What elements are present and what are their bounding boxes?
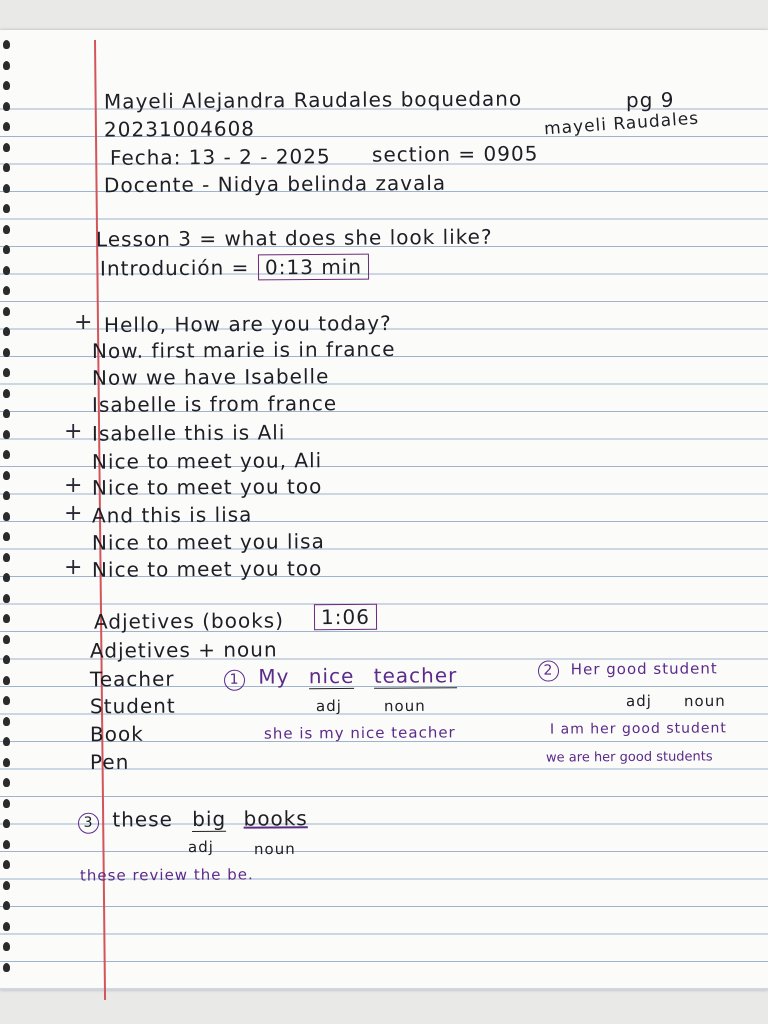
hole bbox=[3, 327, 10, 336]
hole bbox=[3, 553, 10, 562]
hole bbox=[3, 655, 10, 664]
adjectives-time: 1:06 bbox=[314, 604, 377, 630]
hole bbox=[3, 737, 10, 746]
student-name: Mayeli Alejandra Raudales boquedano bbox=[103, 86, 523, 114]
example-3-adj-label: adj bbox=[187, 837, 214, 857]
hole bbox=[3, 225, 10, 234]
page-number: pg 9 bbox=[625, 87, 675, 113]
dialogue-text: Hello, How are you today? bbox=[103, 310, 392, 338]
hole bbox=[3, 450, 10, 459]
hole bbox=[3, 122, 10, 131]
student-id: 20231004608 bbox=[103, 116, 256, 142]
plus-marker: + bbox=[64, 473, 83, 498]
hole bbox=[3, 963, 10, 972]
dialogue-text: Nice to meet you too bbox=[91, 474, 323, 500]
intro-label: Introdución = bbox=[99, 255, 250, 281]
hole bbox=[3, 143, 10, 152]
hole bbox=[3, 81, 10, 90]
dialogue-text: Now we have Isabelle bbox=[91, 364, 330, 390]
example-1-noun: teacher bbox=[373, 663, 458, 688]
dialogue-text: Isabelle is from france bbox=[91, 391, 338, 417]
hole bbox=[3, 696, 10, 705]
example-2-phrase: Her good student bbox=[570, 659, 718, 679]
hole bbox=[3, 286, 10, 295]
example-3-adj: big bbox=[192, 806, 227, 832]
adjectives-title: Adjetives (books) bbox=[93, 608, 285, 634]
hole bbox=[3, 881, 10, 890]
example-3-number: 3 bbox=[78, 813, 99, 834]
dialogue-text: Isabelle this is Ali bbox=[91, 420, 286, 446]
intro-time: 0:13 min bbox=[258, 254, 369, 281]
word-teacher: Teacher bbox=[89, 666, 175, 692]
hole bbox=[3, 184, 10, 193]
hole bbox=[3, 471, 10, 480]
dialogue-text: Nice to meet you lisa bbox=[91, 529, 325, 555]
example-3-word-a: these bbox=[112, 807, 173, 832]
hole bbox=[3, 40, 10, 49]
word-book: Book bbox=[89, 721, 144, 747]
hole bbox=[3, 942, 10, 951]
hole bbox=[3, 389, 10, 398]
hole bbox=[3, 266, 10, 275]
section: section = 0905 bbox=[371, 141, 539, 167]
date: Fecha: 13 - 2 - 2025 bbox=[109, 144, 331, 170]
plus-marker: + bbox=[64, 419, 83, 444]
hole bbox=[3, 307, 10, 316]
hole bbox=[3, 163, 10, 172]
hole bbox=[3, 348, 10, 357]
hole bbox=[3, 901, 10, 910]
hole bbox=[3, 573, 10, 582]
example-2-sentence-2: we are her good students bbox=[545, 749, 713, 766]
example-2-sentence-1: I am her good student bbox=[549, 720, 727, 738]
word-pen: Pen bbox=[89, 749, 130, 775]
plus-marker: + bbox=[64, 555, 83, 580]
hole bbox=[3, 758, 10, 767]
hole bbox=[3, 860, 10, 869]
hole bbox=[3, 614, 10, 623]
example-1-number: 1 bbox=[224, 670, 245, 691]
hole bbox=[3, 245, 10, 254]
plus-marker: + bbox=[74, 310, 93, 335]
hole bbox=[3, 61, 10, 70]
example-2-adj-label: adj bbox=[625, 691, 652, 711]
spiral-holes bbox=[0, 40, 14, 1000]
hole bbox=[3, 799, 10, 808]
dialogue-text: Nice to meet you too bbox=[91, 556, 323, 582]
hole bbox=[3, 532, 10, 541]
hole bbox=[3, 717, 10, 726]
word-student: Student bbox=[89, 693, 176, 719]
example-3 bbox=[78, 806, 308, 834]
hole bbox=[3, 368, 10, 377]
adjectives-rule: Adjetives + noun bbox=[89, 637, 278, 663]
hole bbox=[3, 594, 10, 603]
example-3-noun-label: noun bbox=[253, 839, 296, 859]
teacher-name: Docente - Nidya belinda zavala bbox=[103, 170, 447, 198]
hole bbox=[3, 102, 10, 111]
hole bbox=[3, 840, 10, 849]
lesson-title: Lesson 3 = what does she look like? bbox=[95, 224, 493, 252]
hole bbox=[3, 676, 10, 685]
last-line: these review the be. bbox=[79, 865, 254, 885]
example-1-noun-label: noun bbox=[383, 696, 426, 716]
hole bbox=[3, 778, 10, 787]
hole bbox=[3, 204, 10, 213]
dialogue-text: Nice to meet you, Ali bbox=[91, 448, 323, 474]
example-1-adj: nice bbox=[308, 663, 355, 689]
example-1 bbox=[224, 663, 458, 691]
example-2 bbox=[538, 659, 718, 681]
hole bbox=[3, 922, 10, 931]
example-3-noun: books bbox=[243, 806, 308, 831]
hole bbox=[3, 430, 10, 439]
hole bbox=[3, 512, 10, 521]
hole bbox=[3, 635, 10, 644]
plus-marker: + bbox=[64, 501, 83, 526]
example-1-adj-label: adj bbox=[315, 696, 342, 716]
example-1-sentence: she is my nice teacher bbox=[263, 723, 456, 743]
dialogue-text: Now. first marie is in france bbox=[91, 336, 396, 364]
example-2-number: 2 bbox=[538, 660, 559, 681]
hole bbox=[3, 819, 10, 828]
signature: mayeli Raudales bbox=[543, 108, 700, 140]
hole bbox=[3, 491, 10, 500]
hole bbox=[3, 409, 10, 418]
example-1-word-a: My bbox=[258, 664, 290, 689]
example-2-noun-label: noun bbox=[683, 691, 726, 711]
dialogue-text: And this is lisa bbox=[91, 502, 253, 528]
